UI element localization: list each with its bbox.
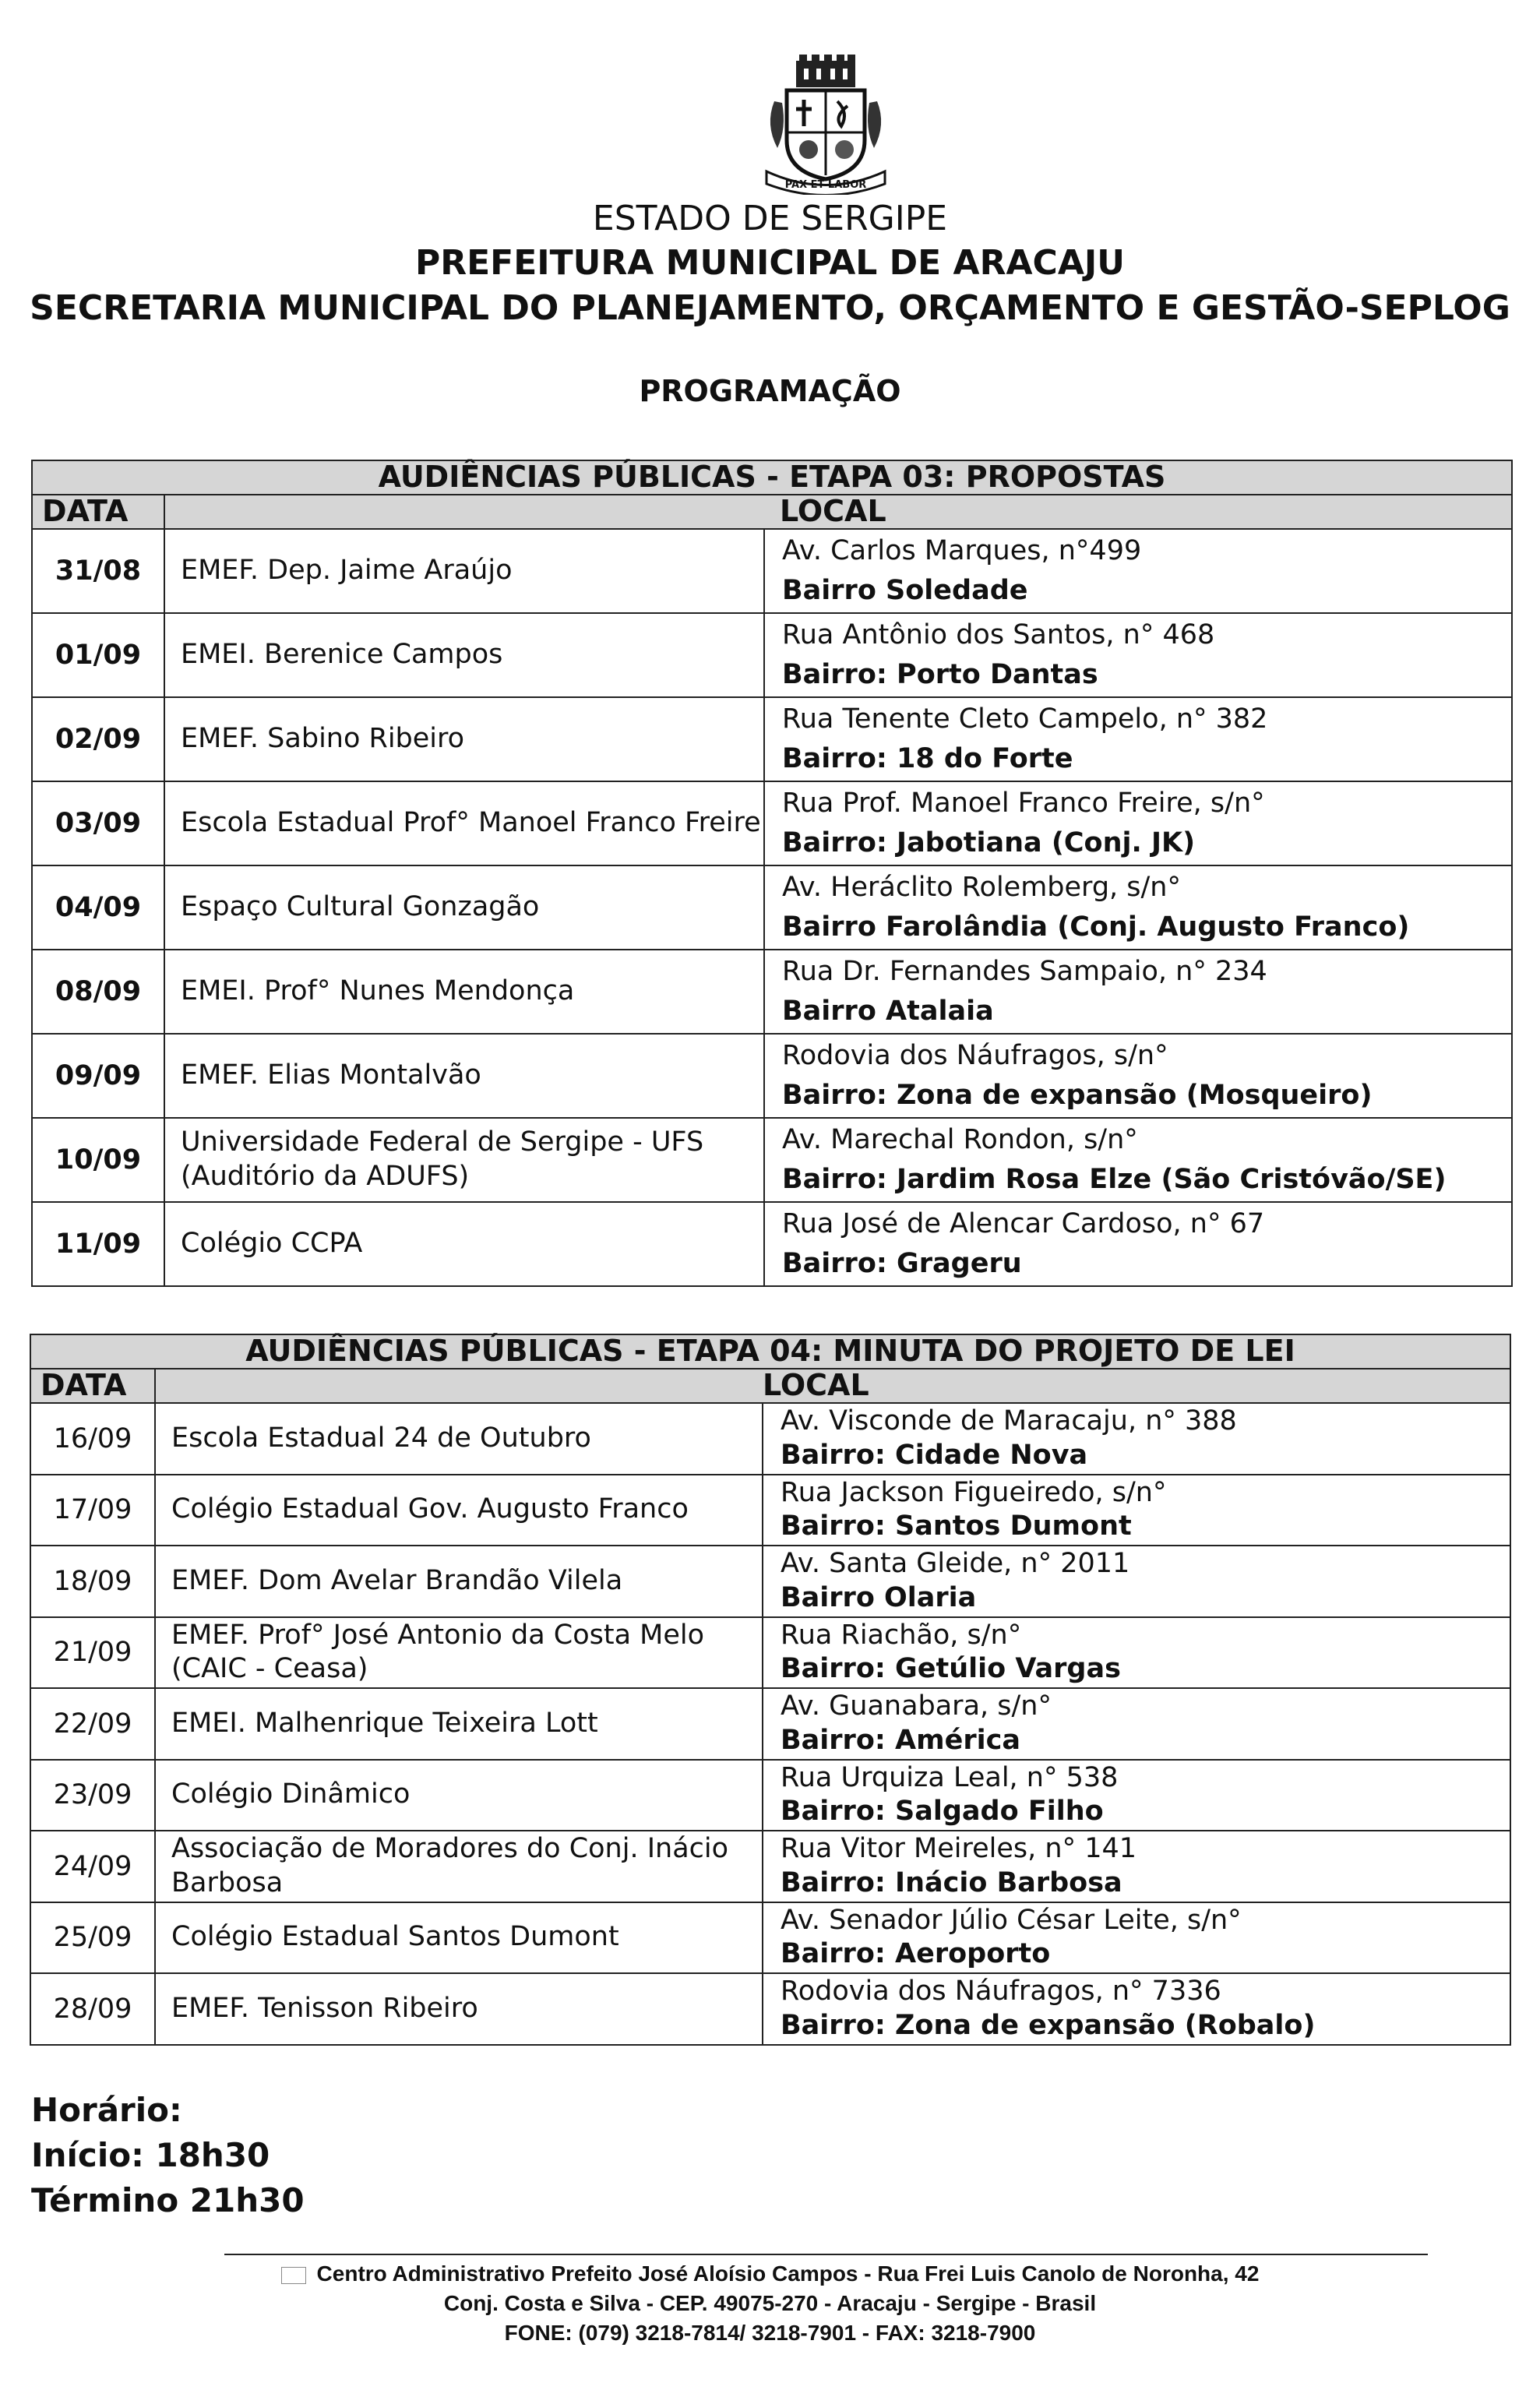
- row-venue: EMEI. Prof° Nunes Mendonça: [164, 950, 764, 1034]
- row-street: Rua Vitor Meireles, n° 141: [781, 1833, 1137, 1864]
- row-date: 03/09: [32, 781, 164, 865]
- row-address: [764, 529, 1512, 613]
- footer-line1: Centro Administrativo Prefeito José Aloísio Campos - Rua Frei Luis Canolo de Noronha, 42: [316, 2261, 1260, 2286]
- horario-block: [31, 2088, 305, 2223]
- row-street: Av. Santa Gleide, n° 2011: [781, 1548, 1130, 1579]
- row-venue: EMEF. Elias Montalvão: [164, 1034, 764, 1118]
- coat-of-arms-logo: [763, 55, 888, 195]
- table-row: [30, 1973, 1510, 2045]
- table-row: [32, 1034, 1512, 1118]
- row-date: 18/09: [30, 1546, 155, 1617]
- row-bairro: Bairro: Porto Dantas: [782, 659, 1098, 690]
- row-date: 11/09: [32, 1202, 164, 1286]
- row-venue: EMEF. Tenisson Ribeiro: [155, 1973, 763, 2045]
- row-street: Rua Antônio dos Santos, n° 468: [782, 619, 1215, 651]
- row-bairro: Bairro Olaria: [781, 1581, 977, 1613]
- row-bairro: Bairro: Santos Dumont: [781, 1510, 1132, 1542]
- prefeitura-title: PREFEITURA MUNICIPAL DE ARACAJU: [415, 243, 1125, 283]
- etapa4-title: AUDIÊNCIAS PÚBLICAS - ETAPA 04: MINUTA DO PROJETO DE LEI: [30, 1334, 1510, 1369]
- row-address: [764, 613, 1512, 697]
- row-bairro: Bairro: Aeroporto: [781, 1938, 1051, 1970]
- table-row: [32, 865, 1512, 950]
- etapa4-local-header: LOCAL: [763, 1369, 1510, 1403]
- secretaria-title: SECRETARIA MUNICIPAL DO PLANEJAMENTO, ORÇAMENTO E GESTÃO-SEPLOG: [30, 288, 1510, 328]
- table-row: [32, 1118, 1512, 1202]
- table-row: [30, 1831, 1510, 1902]
- table-row: [32, 1202, 1512, 1286]
- horario-label: Horário:: [31, 2091, 182, 2129]
- row-address: [764, 697, 1512, 781]
- row-bairro: Bairro Soledade: [782, 575, 1028, 606]
- row-date: 21/09: [30, 1617, 155, 1689]
- row-bairro: Bairro Farolândia (Conj. Augusto Franco): [782, 911, 1410, 943]
- horario-termino: Término 21h30: [31, 2181, 305, 2219]
- table-row: [32, 529, 1512, 613]
- row-address: [764, 1034, 1512, 1118]
- table-row: [32, 613, 1512, 697]
- row-street: Av. Marechal Rondon, s/n°: [782, 1124, 1138, 1156]
- row-venue: Colégio Estadual Santos Dumont: [155, 1902, 763, 1974]
- row-venue: Universidade Federal de Sergipe - UFS (Auditório da ADUFS): [164, 1118, 764, 1202]
- row-street: Av. Guanabara, s/n°: [781, 1690, 1052, 1722]
- row-bairro: Bairro: Zona de expansão (Robalo): [781, 2009, 1316, 2041]
- table-row: [30, 1475, 1510, 1546]
- row-bairro: Bairro: Zona de expansão (Mosqueiro): [782, 1080, 1373, 1111]
- row-venue: EMEI. Malhenrique Teixeira Lott: [155, 1688, 763, 1760]
- table-row: [30, 1617, 1510, 1689]
- row-bairro: Bairro: 18 do Forte: [782, 743, 1073, 774]
- table-row: [30, 1403, 1510, 1475]
- table-row: [30, 1688, 1510, 1760]
- row-venue: EMEI. Berenice Campos: [164, 613, 764, 697]
- etapa3-date-header: DATA: [32, 495, 164, 529]
- crest-motto: PAX ET LABOR: [784, 179, 867, 191]
- row-venue: Colégio CCPA: [164, 1202, 764, 1286]
- row-venue: Espaço Cultural Gonzagão: [164, 865, 764, 950]
- row-venue: EMEF. Sabino Ribeiro: [164, 697, 764, 781]
- row-street: Rua Tenente Cleto Campelo, n° 382: [782, 703, 1268, 735]
- row-date: 17/09: [30, 1475, 155, 1546]
- footer-divider: [224, 2254, 1428, 2255]
- etapa3-local-header: LOCAL: [764, 495, 1512, 529]
- row-address: [764, 950, 1512, 1034]
- table-row: [30, 1902, 1510, 1974]
- row-date: 08/09: [32, 950, 164, 1034]
- row-bairro: Bairro: Jabotiana (Conj. JK): [782, 827, 1196, 858]
- row-street: Rua Jackson Figueiredo, s/n°: [781, 1476, 1167, 1508]
- footer-line3: FONE: (079) 3218-7814/ 3218-7901 - FAX: 3218-7900: [504, 2321, 1036, 2345]
- row-venue: Escola Estadual Prof° Manoel Franco Freire: [164, 781, 764, 865]
- row-date: 09/09: [32, 1034, 164, 1118]
- row-street: Rodovia dos Náufragos, s/n°: [782, 1040, 1168, 1072]
- row-venue: Colégio Dinâmico: [155, 1760, 763, 1831]
- table-row: [32, 781, 1512, 865]
- horario-inicio: Início: 18h30: [31, 2136, 270, 2174]
- row-bairro: Bairro: Grageru: [782, 1248, 1022, 1279]
- etapa4-table: [30, 1334, 1511, 2046]
- etapa3-table: [31, 460, 1513, 1287]
- row-street: Av. Carlos Marques, n°499: [782, 535, 1142, 567]
- row-street: Rua Riachão, s/n°: [781, 1619, 1022, 1651]
- etapa4-date-header: DATA: [30, 1369, 155, 1403]
- row-venue: EMEF. Dep. Jaime Araújo: [164, 529, 764, 613]
- row-date: 25/09: [30, 1902, 155, 1974]
- row-street: Rodovia dos Náufragos, n° 7336: [781, 1976, 1221, 2007]
- row-date: 10/09: [32, 1118, 164, 1202]
- row-address: [763, 1546, 1510, 1617]
- row-venue: Colégio Estadual Gov. Augusto Franco: [155, 1475, 763, 1546]
- footer-line2: Conj. Costa e Silva - CEP. 49075-270 - Aracaju - Sergipe - Brasil: [443, 2291, 1097, 2315]
- row-date: 28/09: [30, 1973, 155, 2045]
- row-street: Av. Senador Júlio César Leite, s/n°: [781, 1904, 1242, 1936]
- row-date: 04/09: [32, 865, 164, 950]
- state-title: ESTADO DE SERGIPE: [592, 199, 948, 238]
- row-address: [764, 781, 1512, 865]
- row-street: Rua Urquiza Leal, n° 538: [781, 1761, 1119, 1793]
- programacao-heading: PROGRAMAÇÃO: [639, 374, 901, 408]
- footer-address: [0, 2261, 1540, 2286]
- row-date: 31/08: [32, 529, 164, 613]
- row-street: Rua Dr. Fernandes Sampaio, n° 234: [782, 956, 1267, 988]
- row-bairro: Bairro: Jardim Rosa Elze (São Cristóvão/SE): [782, 1164, 1447, 1195]
- row-address: [764, 1202, 1512, 1286]
- table-row: [30, 1546, 1510, 1617]
- row-date: 01/09: [32, 613, 164, 697]
- row-venue: Escola Estadual 24 de Outubro: [155, 1403, 763, 1475]
- row-bairro: Bairro: Cidade Nova: [781, 1439, 1088, 1471]
- row-venue: EMEF. Prof° José Antonio da Costa Melo (CAIC - Ceasa): [155, 1617, 763, 1689]
- row-bairro: Bairro: Getúlio Vargas: [781, 1653, 1121, 1685]
- etapa3-title: AUDIÊNCIAS PÚBLICAS - ETAPA 03: PROPOSTAS: [32, 460, 1512, 495]
- table-row: [30, 1760, 1510, 1831]
- row-bairro: Bairro Atalaia: [782, 996, 994, 1027]
- row-date: 23/09: [30, 1760, 155, 1831]
- row-street: Av. Visconde de Maracaju, n° 388: [781, 1405, 1237, 1436]
- row-street: Rua José de Alencar Cardoso, n° 67: [782, 1208, 1265, 1240]
- row-date: 16/09: [30, 1403, 155, 1475]
- row-address: [763, 1973, 1510, 2045]
- row-bairro: Bairro: Salgado Filho: [781, 1796, 1104, 1828]
- table-row: [32, 950, 1512, 1034]
- row-bairro: Bairro: Inácio Barbosa: [781, 1866, 1122, 1898]
- envelope-icon: [281, 2267, 306, 2284]
- row-bairro: Bairro: América: [781, 1724, 1020, 1756]
- row-venue: EMEF. Dom Avelar Brandão Vilela: [155, 1546, 763, 1617]
- row-address: [763, 1902, 1510, 1974]
- row-street: Av. Heráclito Rolemberg, s/n°: [782, 872, 1181, 904]
- row-date: 24/09: [30, 1831, 155, 1902]
- row-address: [764, 1118, 1512, 1202]
- row-address: [763, 1831, 1510, 1902]
- row-address: [763, 1403, 1510, 1475]
- row-address: [763, 1760, 1510, 1831]
- row-venue: Associação de Moradores do Conj. Inácio Barbosa: [155, 1831, 763, 1902]
- row-date: 22/09: [30, 1688, 155, 1760]
- row-address: [763, 1475, 1510, 1546]
- row-address: [763, 1617, 1510, 1689]
- table-row: [32, 697, 1512, 781]
- row-address: [763, 1688, 1510, 1760]
- row-address: [764, 865, 1512, 950]
- row-date: 02/09: [32, 697, 164, 781]
- row-street: Rua Prof. Manoel Franco Freire, s/n°: [782, 788, 1265, 820]
